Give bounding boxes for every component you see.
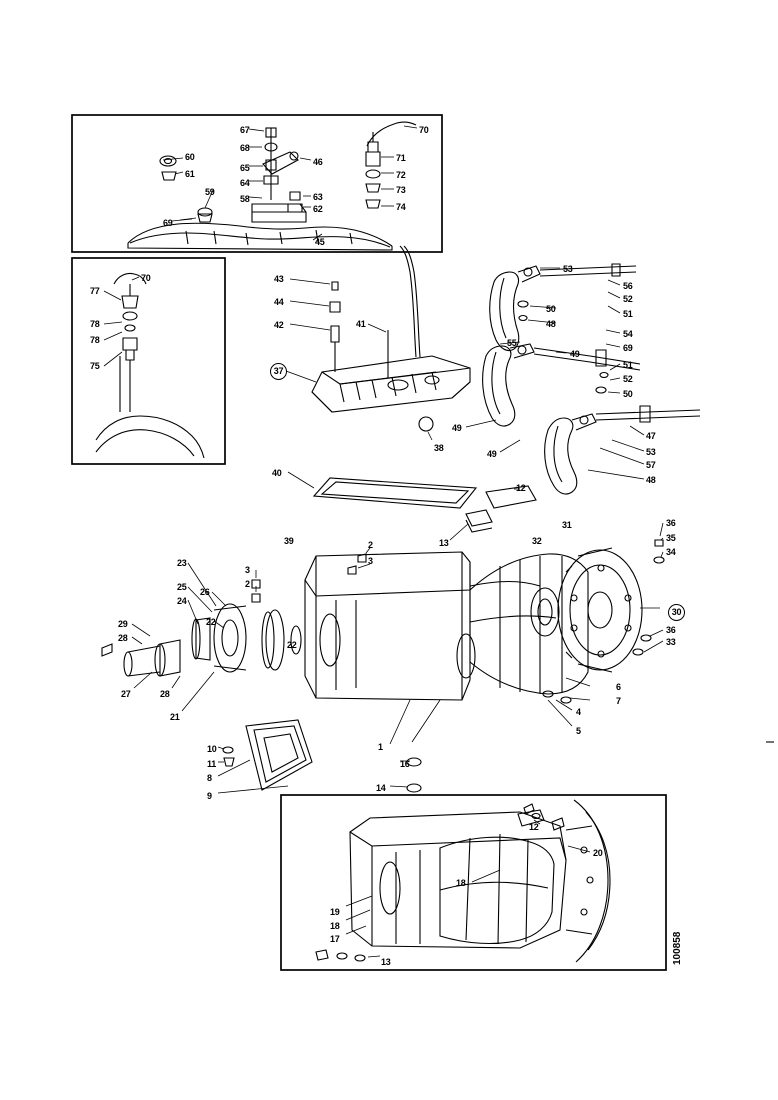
callout-10: 10 bbox=[207, 744, 217, 754]
callout-69-b: 69 bbox=[623, 343, 633, 353]
callout-7: 7 bbox=[616, 696, 621, 706]
callout-49-c: 49 bbox=[487, 449, 497, 459]
callout-63: 63 bbox=[313, 192, 323, 202]
callout-2-a: 2 bbox=[245, 579, 250, 589]
callout-13-a: 13 bbox=[439, 538, 449, 548]
callout-27: 27 bbox=[121, 689, 131, 699]
callout-43: 43 bbox=[274, 274, 284, 284]
callout-13-b: 13 bbox=[381, 957, 391, 967]
callout-62: 62 bbox=[313, 204, 323, 214]
callout-52-a: 52 bbox=[623, 294, 633, 304]
left-inset-art bbox=[96, 273, 204, 458]
callout-35: 35 bbox=[666, 533, 676, 543]
callout-19: 19 bbox=[330, 907, 340, 917]
callout-44: 44 bbox=[274, 297, 284, 307]
callout-70-left: 70 bbox=[141, 273, 151, 283]
callout-12-b: 12 bbox=[529, 822, 539, 832]
callout-60: 60 bbox=[185, 152, 195, 162]
top-inset-art bbox=[128, 122, 417, 250]
callout-65: 65 bbox=[240, 163, 250, 173]
callout-1: 1 bbox=[378, 742, 383, 752]
gearbox-case bbox=[102, 483, 664, 793]
callout-37: 37 bbox=[270, 363, 287, 380]
callout-53-a: 53 bbox=[563, 264, 573, 274]
shift-forks bbox=[466, 264, 700, 494]
callout-29: 29 bbox=[118, 619, 128, 629]
callout-21: 21 bbox=[170, 712, 180, 722]
callout-59: 59 bbox=[205, 187, 215, 197]
callout-55: 55 bbox=[507, 338, 517, 348]
callout-68: 68 bbox=[240, 143, 250, 153]
callout-3-a: 3 bbox=[245, 565, 250, 575]
callout-56: 56 bbox=[623, 281, 633, 291]
callout-22-a: 22 bbox=[206, 617, 216, 627]
callout-39: 39 bbox=[284, 536, 294, 546]
callout-74: 74 bbox=[396, 202, 406, 212]
callout-33: 33 bbox=[666, 637, 676, 647]
callout-2-b: 2 bbox=[368, 540, 373, 550]
callout-52-b: 52 bbox=[623, 374, 633, 384]
callout-41: 41 bbox=[356, 319, 366, 329]
callout-58: 58 bbox=[240, 194, 250, 204]
callout-32: 32 bbox=[532, 536, 542, 546]
callout-6: 6 bbox=[616, 682, 621, 692]
callout-9: 9 bbox=[207, 791, 212, 801]
callout-67: 67 bbox=[240, 125, 250, 135]
callout-11: 11 bbox=[207, 759, 217, 769]
callout-70-top: 70 bbox=[419, 125, 429, 135]
callout-75: 75 bbox=[90, 361, 100, 371]
callout-4: 4 bbox=[576, 707, 581, 717]
callout-3-b: 3 bbox=[368, 556, 373, 566]
callout-22-b: 22 bbox=[287, 640, 297, 650]
callout-48-a: 48 bbox=[546, 319, 556, 329]
callout-28-b: 28 bbox=[160, 689, 170, 699]
callout-47: 47 bbox=[646, 431, 656, 441]
callout-5: 5 bbox=[576, 726, 581, 736]
callout-46: 46 bbox=[313, 157, 323, 167]
callout-18-a: 18 bbox=[456, 878, 466, 888]
callout-36-a: 36 bbox=[666, 518, 676, 528]
callout-45: 45 bbox=[315, 237, 325, 247]
callout-8: 8 bbox=[207, 773, 212, 783]
callout-51-b: 51 bbox=[623, 360, 633, 370]
callout-64: 64 bbox=[240, 178, 250, 188]
callout-50-a: 50 bbox=[546, 304, 556, 314]
callout-40: 40 bbox=[272, 468, 282, 478]
callout-38: 38 bbox=[434, 443, 444, 453]
callout-17: 17 bbox=[330, 934, 340, 944]
callout-30: 30 bbox=[668, 604, 685, 621]
callout-31: 31 bbox=[562, 520, 572, 530]
callout-14: 14 bbox=[376, 783, 386, 793]
callout-48-b: 48 bbox=[646, 475, 656, 485]
callout-26: 26 bbox=[200, 587, 210, 597]
callout-78-b: 78 bbox=[90, 335, 100, 345]
callout-24: 24 bbox=[177, 596, 187, 606]
top-cover-assembly bbox=[286, 246, 476, 508]
callout-49-a: 49 bbox=[570, 349, 580, 359]
callout-54: 54 bbox=[623, 329, 633, 339]
callout-20: 20 bbox=[593, 848, 603, 858]
callout-50-b: 50 bbox=[623, 389, 633, 399]
callout-73: 73 bbox=[396, 185, 406, 195]
callout-72: 72 bbox=[396, 170, 406, 180]
callout-25: 25 bbox=[177, 582, 187, 592]
callout-34: 34 bbox=[666, 547, 676, 557]
callout-61: 61 bbox=[185, 169, 195, 179]
callout-49-b: 49 bbox=[452, 423, 462, 433]
callout-28-a: 28 bbox=[118, 633, 128, 643]
callout-53-b: 53 bbox=[646, 447, 656, 457]
callout-23: 23 bbox=[177, 558, 187, 568]
callout-16: 16 bbox=[400, 759, 410, 769]
callout-51-a: 51 bbox=[623, 309, 633, 319]
callout-18-b: 18 bbox=[330, 921, 340, 931]
callout-12-a: 12 bbox=[516, 483, 526, 493]
callout-69: 69 bbox=[163, 218, 173, 228]
callout-42: 42 bbox=[274, 320, 284, 330]
callout-57: 57 bbox=[646, 460, 656, 470]
callout-71: 71 bbox=[396, 153, 406, 163]
plate-code: 100858 bbox=[672, 931, 683, 965]
callout-36-b: 36 bbox=[666, 625, 676, 635]
callout-78-a: 78 bbox=[90, 319, 100, 329]
callout-77: 77 bbox=[90, 286, 100, 296]
